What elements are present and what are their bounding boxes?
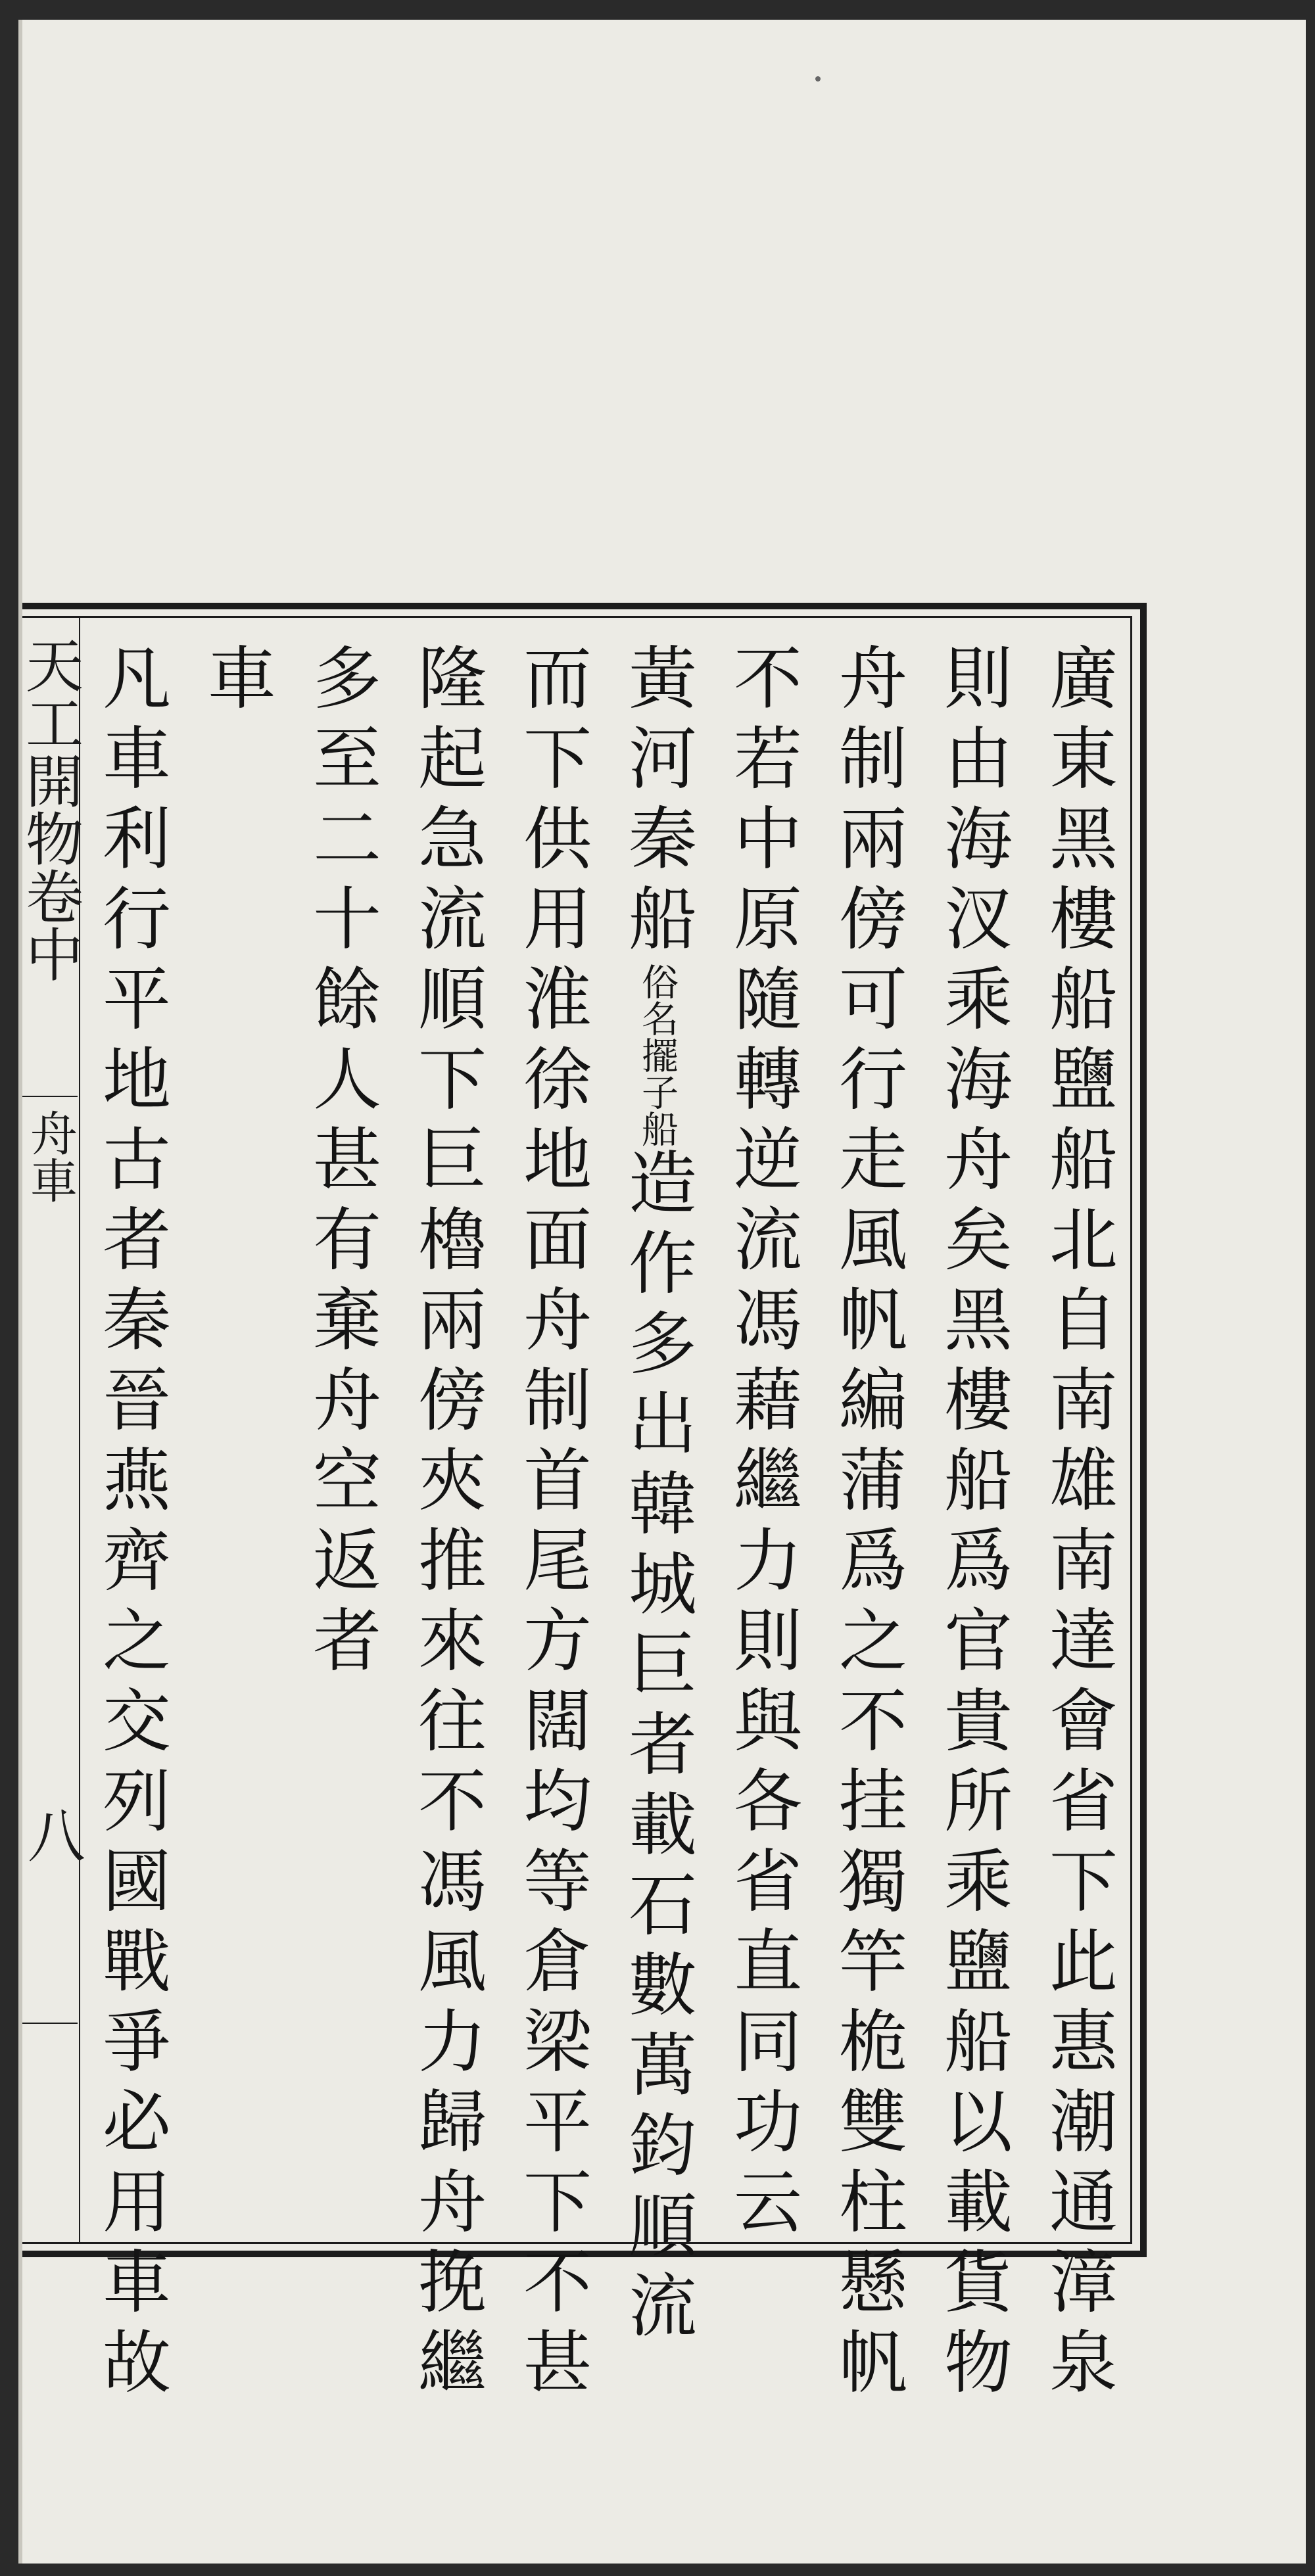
text-column-7: 隆起急流順下巨櫓兩傍夾推來往不馮風力歸舟挽繼: [406, 642, 487, 2406]
text-column-5: [614, 642, 700, 2350]
text-column-4: 不若中原隨轉逆流馮藉繼力則與各省直同功云: [722, 642, 802, 2246]
section-heading: 車: [196, 642, 276, 722]
column-text-before-note: 黃河秦船: [617, 642, 697, 963]
note-line-2: 擺子船: [636, 1037, 679, 1147]
text-column-8: 多至二十餘人甚有棄舟空返者: [301, 642, 381, 1685]
book-title: 天工開物卷中: [16, 636, 84, 983]
text-column-6: 而下供用淮徐地面舟制首尾方闊均等倉梁平下不甚: [512, 642, 592, 2406]
column-text-after-note: 造作多出韓城巨者載石數萬鈞順流: [617, 1147, 697, 2350]
text-column-3: 舟制兩傍可行走風帆編蒲爲之不挂獨竿桅雙柱懸帆: [827, 642, 907, 2406]
ink-speck: [815, 76, 821, 82]
margin-divider: [22, 2023, 78, 2024]
text-frame: [16, 603, 1147, 2406]
margin-divider: [22, 1096, 78, 1097]
text-column-10: 凡車利行平地古者秦晉燕齊之交列國戰爭必用車故: [91, 642, 171, 2406]
book-page: [18, 20, 1306, 2564]
chapter-title: 舟車: [22, 1109, 78, 1204]
text-column-2: 則由海汊乘海舟矣黑樓船爲官貴所乘鹽船以載貨物: [932, 642, 1013, 2406]
page-number: 八: [18, 1806, 86, 1863]
text-column-1: 廣東黑樓船鹽船北自南雄南達會省下此惠潮通漳泉: [1038, 642, 1118, 2406]
margin-rule: [79, 618, 80, 2242]
note-line-1: 俗名: [636, 963, 679, 1037]
interlinear-note: [636, 963, 678, 1147]
